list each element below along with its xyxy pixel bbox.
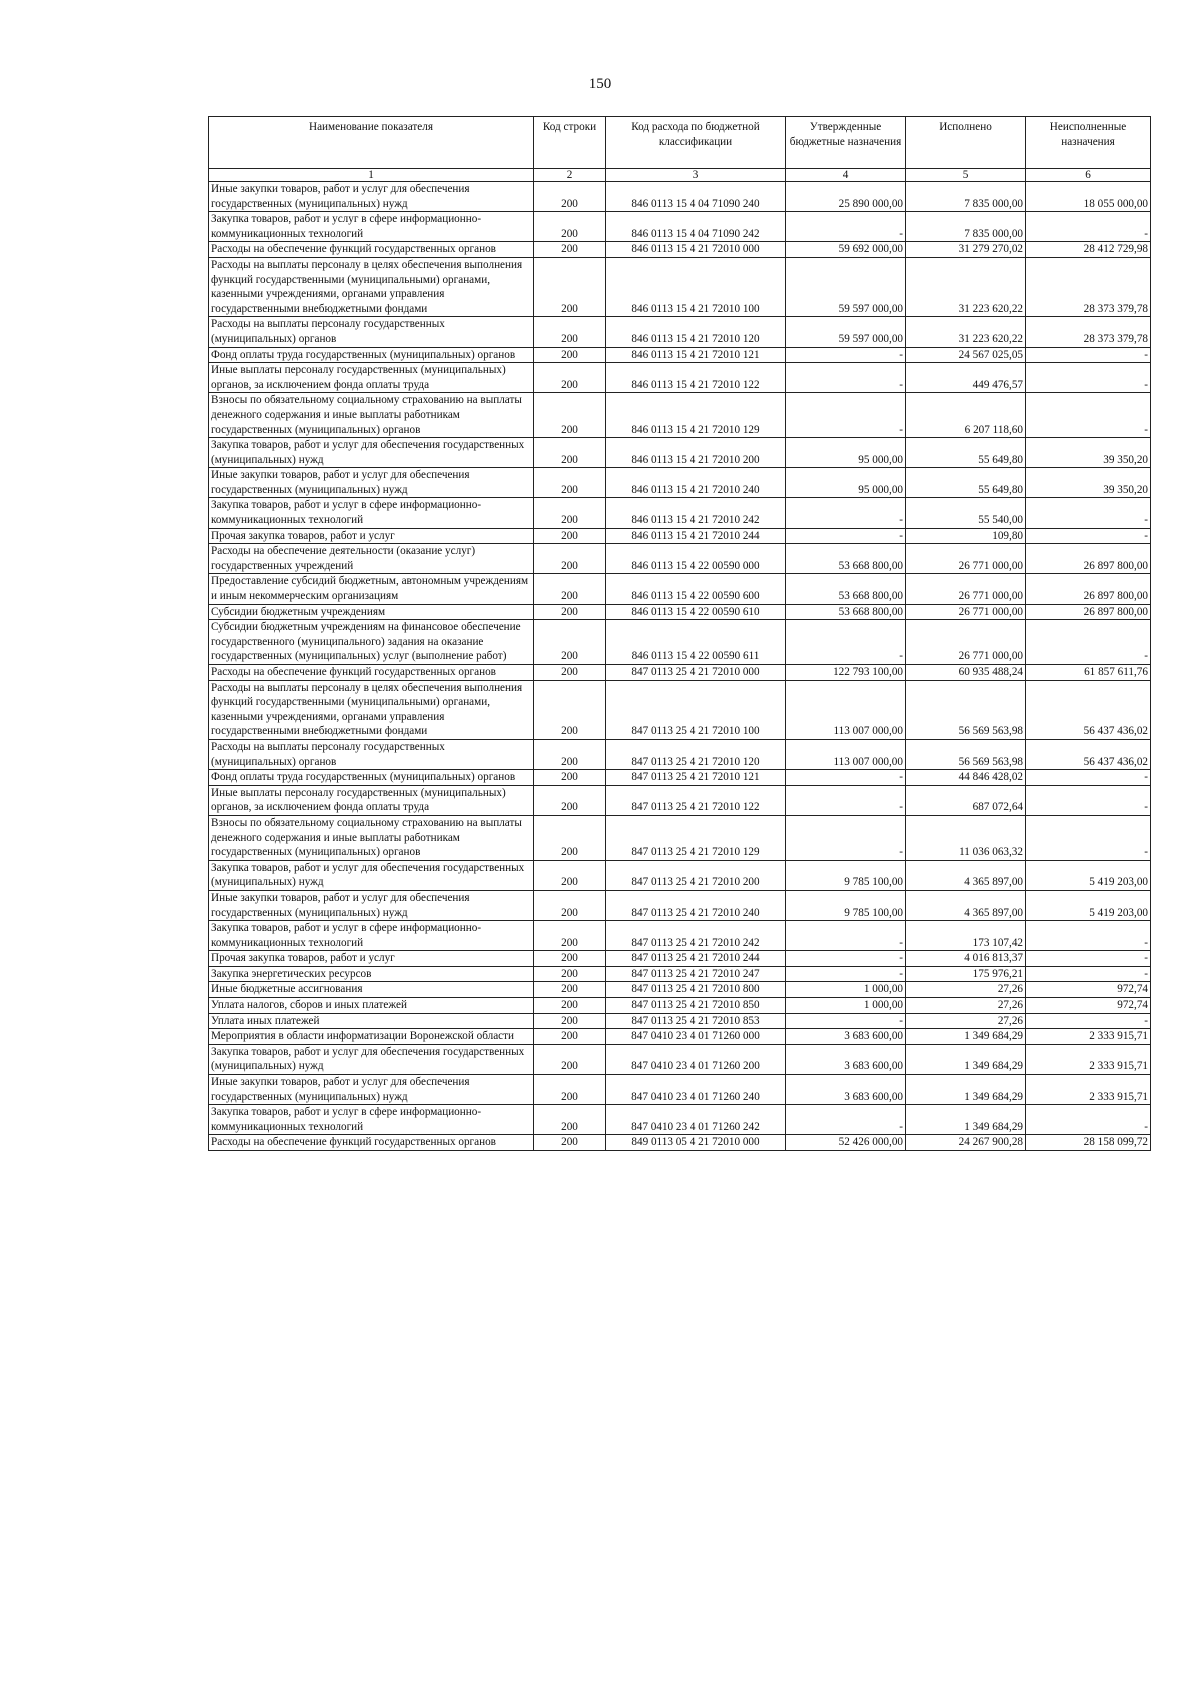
row-approved-amount: - — [786, 363, 906, 393]
row-budget-code: 847 0113 25 4 21 72010 120 — [606, 739, 786, 769]
row-name: Уплата иных платежей — [209, 1013, 534, 1029]
row-budget-code: 847 0113 25 4 21 72010 242 — [606, 921, 786, 951]
table-row — [209, 317, 1151, 347]
row-budget-code: 847 0113 25 4 21 72010 240 — [606, 890, 786, 920]
table-row — [209, 1044, 1151, 1074]
table-row — [209, 363, 1151, 393]
row-approved-amount: - — [786, 785, 906, 815]
row-budget-code: 847 0113 25 4 21 72010 853 — [606, 1013, 786, 1029]
column-header-executed: Исполнено — [906, 117, 1026, 169]
row-executed-amount: 24 567 025,05 — [906, 347, 1026, 363]
table-row — [209, 1013, 1151, 1029]
row-name: Расходы на выплаты персоналу государственных (муниципальных) органов — [209, 317, 534, 347]
row-unexecuted-amount: 61 857 611,76 — [1026, 665, 1151, 681]
row-approved-amount: - — [786, 1105, 906, 1135]
row-unexecuted-amount: - — [1026, 528, 1151, 544]
table-row — [209, 998, 1151, 1014]
table-row — [209, 1135, 1151, 1151]
row-approved-amount: 59 597 000,00 — [786, 317, 906, 347]
row-line-code: 200 — [534, 921, 606, 951]
row-unexecuted-amount: 2 333 915,71 — [1026, 1075, 1151, 1105]
row-approved-amount: - — [786, 347, 906, 363]
row-executed-amount: 27,26 — [906, 998, 1026, 1014]
row-budget-code: 847 0410 23 4 01 71260 240 — [606, 1075, 786, 1105]
budget-execution-table — [208, 116, 1151, 1151]
row-budget-code: 846 0113 15 4 21 72010 242 — [606, 498, 786, 528]
table-row — [209, 785, 1151, 815]
row-unexecuted-amount: 26 897 800,00 — [1026, 574, 1151, 604]
row-name: Мероприятия в области информатизации Воронежской области — [209, 1029, 534, 1045]
row-unexecuted-amount: - — [1026, 785, 1151, 815]
row-budget-code: 846 0113 15 4 21 72010 200 — [606, 438, 786, 468]
row-approved-amount: - — [786, 921, 906, 951]
row-executed-amount: 55 649,80 — [906, 438, 1026, 468]
row-budget-code: 847 0113 25 4 21 72010 247 — [606, 966, 786, 982]
row-budget-code: 846 0113 15 4 04 71090 242 — [606, 212, 786, 242]
row-budget-code: 847 0113 25 4 21 72010 129 — [606, 815, 786, 860]
row-executed-amount: 55 540,00 — [906, 498, 1026, 528]
row-budget-code: 846 0113 15 4 21 72010 000 — [606, 242, 786, 258]
row-budget-code: 847 0113 25 4 21 72010 800 — [606, 982, 786, 998]
table-row — [209, 438, 1151, 468]
row-approved-amount: - — [786, 966, 906, 982]
row-unexecuted-amount: - — [1026, 1013, 1151, 1029]
row-line-code: 200 — [534, 182, 606, 212]
row-executed-amount: 173 107,42 — [906, 921, 1026, 951]
row-unexecuted-amount: 56 437 436,02 — [1026, 680, 1151, 739]
row-budget-code: 847 0113 25 4 21 72010 200 — [606, 860, 786, 890]
row-approved-amount: 95 000,00 — [786, 438, 906, 468]
row-line-code: 200 — [534, 739, 606, 769]
row-unexecuted-amount: - — [1026, 620, 1151, 665]
row-name: Расходы на обеспечение функций государственных органов — [209, 242, 534, 258]
row-unexecuted-amount: 18 055 000,00 — [1026, 182, 1151, 212]
row-name: Закупка товаров, работ и услуг для обеспечения государственных (муниципальных) нужд — [209, 860, 534, 890]
row-executed-amount: 1 349 684,29 — [906, 1044, 1026, 1074]
row-approved-amount: - — [786, 770, 906, 786]
row-budget-code: 847 0113 25 4 21 72010 000 — [606, 665, 786, 681]
table-row — [209, 1075, 1151, 1105]
column-header-unexecuted: Неисполненные назначения — [1026, 117, 1151, 169]
row-approved-amount: 53 668 800,00 — [786, 604, 906, 620]
row-executed-amount: 1 349 684,29 — [906, 1029, 1026, 1045]
table-row — [209, 680, 1151, 739]
table-row — [209, 665, 1151, 681]
row-unexecuted-amount: 56 437 436,02 — [1026, 739, 1151, 769]
row-unexecuted-amount: 28 373 379,78 — [1026, 257, 1151, 316]
row-line-code: 200 — [534, 1135, 606, 1151]
row-unexecuted-amount: - — [1026, 951, 1151, 967]
table-row — [209, 604, 1151, 620]
row-line-code: 200 — [534, 1013, 606, 1029]
row-approved-amount: - — [786, 498, 906, 528]
row-budget-code: 846 0113 15 4 22 00590 600 — [606, 574, 786, 604]
row-budget-code: 846 0113 15 4 22 00590 610 — [606, 604, 786, 620]
row-line-code: 200 — [534, 212, 606, 242]
row-line-code: 200 — [534, 1105, 606, 1135]
row-unexecuted-amount: - — [1026, 966, 1151, 982]
row-unexecuted-amount: 28 412 729,98 — [1026, 242, 1151, 258]
row-name: Закупка товаров, работ и услуг для обеспечения государственных (муниципальных) нужд — [209, 1044, 534, 1074]
row-name: Фонд оплаты труда государственных (муниципальных) органов — [209, 347, 534, 363]
row-budget-code: 847 0113 25 4 21 72010 122 — [606, 785, 786, 815]
row-name: Уплата налогов, сборов и иных платежей — [209, 998, 534, 1014]
row-line-code: 200 — [534, 242, 606, 258]
row-approved-amount: - — [786, 951, 906, 967]
row-name: Расходы на обеспечение деятельности (оказание услуг) государственных учреждений — [209, 544, 534, 574]
row-approved-amount: - — [786, 393, 906, 438]
table-row — [209, 739, 1151, 769]
row-approved-amount: 53 668 800,00 — [786, 574, 906, 604]
table-row — [209, 498, 1151, 528]
row-line-code: 200 — [534, 998, 606, 1014]
row-approved-amount: 1 000,00 — [786, 998, 906, 1014]
row-unexecuted-amount: 26 897 800,00 — [1026, 604, 1151, 620]
row-executed-amount: 26 771 000,00 — [906, 620, 1026, 665]
row-line-code: 200 — [534, 770, 606, 786]
row-line-code: 200 — [534, 815, 606, 860]
row-name: Прочая закупка товаров, работ и услуг — [209, 951, 534, 967]
column-number: 2 — [534, 169, 606, 182]
row-unexecuted-amount: - — [1026, 815, 1151, 860]
row-approved-amount: 25 890 000,00 — [786, 182, 906, 212]
row-line-code: 200 — [534, 468, 606, 498]
table-row — [209, 620, 1151, 665]
row-executed-amount: 31 279 270,02 — [906, 242, 1026, 258]
row-unexecuted-amount: 28 373 379,78 — [1026, 317, 1151, 347]
row-unexecuted-amount: 2 333 915,71 — [1026, 1029, 1151, 1045]
row-executed-amount: 26 771 000,00 — [906, 574, 1026, 604]
row-name: Закупка товаров, работ и услуг в сфере информационно-коммуникационных технологий — [209, 212, 534, 242]
row-name: Закупка энергетических ресурсов — [209, 966, 534, 982]
row-budget-code: 846 0113 15 4 21 72010 100 — [606, 257, 786, 316]
row-name: Закупка товаров, работ и услуг для обеспечения государственных (муниципальных) нужд — [209, 438, 534, 468]
row-approved-amount: - — [786, 212, 906, 242]
column-header-approved: Утвержденные бюджетные назначения — [786, 117, 906, 169]
row-executed-amount: 56 569 563,98 — [906, 680, 1026, 739]
row-name: Иные закупки товаров, работ и услуг для обеспечения государственных (муниципальных) нужд — [209, 182, 534, 212]
row-name: Фонд оплаты труда государственных (муниципальных) органов — [209, 770, 534, 786]
row-approved-amount: 59 597 000,00 — [786, 257, 906, 316]
table-row — [209, 770, 1151, 786]
row-line-code: 200 — [534, 393, 606, 438]
row-executed-amount: 55 649,80 — [906, 468, 1026, 498]
row-budget-code: 846 0113 15 4 22 00590 000 — [606, 544, 786, 574]
row-name: Взносы по обязательному социальному страхованию на выплаты денежного содержания и иные выплаты работникам государственных (муниципальных) органов — [209, 393, 534, 438]
row-line-code: 200 — [534, 1029, 606, 1045]
row-approved-amount: 3 683 600,00 — [786, 1029, 906, 1045]
row-executed-amount: 7 835 000,00 — [906, 212, 1026, 242]
table-row — [209, 393, 1151, 438]
row-name: Расходы на выплаты персоналу в целях обеспечения выполнения функций государственными (муниципальными) органами, казенными учреждениями, органами управления государственными внебюджетными фондами — [209, 257, 534, 316]
row-approved-amount: 9 785 100,00 — [786, 890, 906, 920]
row-line-code: 200 — [534, 1075, 606, 1105]
row-approved-amount: - — [786, 1013, 906, 1029]
table-row — [209, 257, 1151, 316]
row-line-code: 200 — [534, 604, 606, 620]
row-line-code: 200 — [534, 528, 606, 544]
row-line-code: 200 — [534, 257, 606, 316]
row-unexecuted-amount: 972,74 — [1026, 998, 1151, 1014]
table-row — [209, 528, 1151, 544]
row-budget-code: 849 0113 05 4 21 72010 000 — [606, 1135, 786, 1151]
column-number: 1 — [209, 169, 534, 182]
row-line-code: 200 — [534, 574, 606, 604]
row-budget-code: 846 0113 15 4 22 00590 611 — [606, 620, 786, 665]
row-line-code: 200 — [534, 363, 606, 393]
row-executed-amount: 31 223 620,22 — [906, 317, 1026, 347]
row-unexecuted-amount: 5 419 203,00 — [1026, 860, 1151, 890]
row-unexecuted-amount: - — [1026, 921, 1151, 951]
row-unexecuted-amount: - — [1026, 498, 1151, 528]
row-unexecuted-amount: 2 333 915,71 — [1026, 1044, 1151, 1074]
row-executed-amount: 109,80 — [906, 528, 1026, 544]
row-name: Расходы на выплаты персоналу в целях обеспечения выполнения функций государственными (муниципальными) органами, казенными учреждениями, органами управления государственными внебюджетными фондами — [209, 680, 534, 739]
row-approved-amount: 3 683 600,00 — [786, 1044, 906, 1074]
row-unexecuted-amount: 5 419 203,00 — [1026, 890, 1151, 920]
column-numbers-row — [209, 169, 1151, 182]
row-executed-amount: 44 846 428,02 — [906, 770, 1026, 786]
column-header-line-code: Код строки — [534, 117, 606, 169]
table-row — [209, 242, 1151, 258]
row-name: Расходы на выплаты персоналу государственных (муниципальных) органов — [209, 739, 534, 769]
row-budget-code: 846 0113 15 4 21 72010 121 — [606, 347, 786, 363]
row-budget-code: 846 0113 15 4 04 71090 240 — [606, 182, 786, 212]
row-budget-code: 847 0113 25 4 21 72010 100 — [606, 680, 786, 739]
row-line-code: 200 — [534, 317, 606, 347]
row-budget-code: 846 0113 15 4 21 72010 129 — [606, 393, 786, 438]
row-unexecuted-amount: 28 158 099,72 — [1026, 1135, 1151, 1151]
row-name: Закупка товаров, работ и услуг в сфере информационно-коммуникационных технологий — [209, 921, 534, 951]
row-executed-amount: 26 771 000,00 — [906, 544, 1026, 574]
row-line-code: 200 — [534, 951, 606, 967]
row-line-code: 200 — [534, 665, 606, 681]
row-name: Иные выплаты персоналу государственных (муниципальных) органов, за исключением фонда оплаты труда — [209, 785, 534, 815]
row-unexecuted-amount: - — [1026, 347, 1151, 363]
row-budget-code: 846 0113 15 4 21 72010 240 — [606, 468, 786, 498]
row-approved-amount: 113 007 000,00 — [786, 680, 906, 739]
row-executed-amount: 4 365 897,00 — [906, 860, 1026, 890]
row-budget-code: 847 0113 25 4 21 72010 850 — [606, 998, 786, 1014]
row-budget-code: 847 0410 23 4 01 71260 000 — [606, 1029, 786, 1045]
table-row — [209, 1105, 1151, 1135]
row-name: Субсидии бюджетным учреждениям на финансовое обеспечение государственного (муниципального) задания на оказание государственных (муниципальных) услуг (выполнение работ) — [209, 620, 534, 665]
row-executed-amount: 27,26 — [906, 982, 1026, 998]
table-row — [209, 544, 1151, 574]
table-row — [209, 182, 1151, 212]
row-line-code: 200 — [534, 544, 606, 574]
page-number: 150 — [588, 76, 612, 92]
row-approved-amount: 53 668 800,00 — [786, 544, 906, 574]
row-line-code: 200 — [534, 680, 606, 739]
row-unexecuted-amount: 972,74 — [1026, 982, 1151, 998]
row-executed-amount: 24 267 900,28 — [906, 1135, 1026, 1151]
row-unexecuted-amount: - — [1026, 393, 1151, 438]
row-executed-amount: 27,26 — [906, 1013, 1026, 1029]
row-executed-amount: 4 016 813,37 — [906, 951, 1026, 967]
row-unexecuted-amount: - — [1026, 1105, 1151, 1135]
row-budget-code: 847 0410 23 4 01 71260 242 — [606, 1105, 786, 1135]
row-executed-amount: 1 349 684,29 — [906, 1105, 1026, 1135]
table-row — [209, 860, 1151, 890]
row-budget-code: 847 0410 23 4 01 71260 200 — [606, 1044, 786, 1074]
table-header-row — [209, 117, 1151, 169]
row-line-code: 200 — [534, 438, 606, 468]
row-executed-amount: 4 365 897,00 — [906, 890, 1026, 920]
row-name: Взносы по обязательному социальному страхованию на выплаты денежного содержания и иные выплаты работникам государственных (муниципальных) органов — [209, 815, 534, 860]
table-row — [209, 921, 1151, 951]
row-line-code: 200 — [534, 982, 606, 998]
row-unexecuted-amount: 39 350,20 — [1026, 438, 1151, 468]
column-number: 5 — [906, 169, 1026, 182]
row-unexecuted-amount: 39 350,20 — [1026, 468, 1151, 498]
row-approved-amount: 3 683 600,00 — [786, 1075, 906, 1105]
row-line-code: 200 — [534, 498, 606, 528]
row-approved-amount: 52 426 000,00 — [786, 1135, 906, 1151]
row-name: Иные закупки товаров, работ и услуг для обеспечения государственных (муниципальных) нужд — [209, 468, 534, 498]
row-approved-amount: 122 793 100,00 — [786, 665, 906, 681]
row-line-code: 200 — [534, 1044, 606, 1074]
row-executed-amount: 11 036 063,32 — [906, 815, 1026, 860]
column-header-budget-code: Код расхода по бюджетной классификации — [606, 117, 786, 169]
row-line-code: 200 — [534, 890, 606, 920]
table-row — [209, 982, 1151, 998]
row-unexecuted-amount: - — [1026, 770, 1151, 786]
row-approved-amount: 113 007 000,00 — [786, 739, 906, 769]
table-row — [209, 815, 1151, 860]
table-row — [209, 347, 1151, 363]
row-line-code: 200 — [534, 620, 606, 665]
row-executed-amount: 449 476,57 — [906, 363, 1026, 393]
row-line-code: 200 — [534, 966, 606, 982]
table-row — [209, 212, 1151, 242]
table-row — [209, 1029, 1151, 1045]
column-number: 6 — [1026, 169, 1151, 182]
row-approved-amount: 59 692 000,00 — [786, 242, 906, 258]
row-line-code: 200 — [534, 785, 606, 815]
row-name: Субсидии бюджетным учреждениям — [209, 604, 534, 620]
row-name: Прочая закупка товаров, работ и услуг — [209, 528, 534, 544]
row-name: Расходы на обеспечение функций государственных органов — [209, 1135, 534, 1151]
row-name: Иные бюджетные ассигнования — [209, 982, 534, 998]
column-number: 4 — [786, 169, 906, 182]
column-number: 3 — [606, 169, 786, 182]
row-executed-amount: 26 771 000,00 — [906, 604, 1026, 620]
row-name: Закупка товаров, работ и услуг в сфере информационно-коммуникационных технологий — [209, 498, 534, 528]
table-row — [209, 468, 1151, 498]
row-approved-amount: 9 785 100,00 — [786, 860, 906, 890]
row-budget-code: 846 0113 15 4 21 72010 244 — [606, 528, 786, 544]
row-name: Иные закупки товаров, работ и услуг для обеспечения государственных (муниципальных) нужд — [209, 890, 534, 920]
row-name: Иные закупки товаров, работ и услуг для обеспечения государственных (муниципальных) нужд — [209, 1075, 534, 1105]
table-row — [209, 951, 1151, 967]
row-name: Иные выплаты персоналу государственных (муниципальных) органов, за исключением фонда оплаты труда — [209, 363, 534, 393]
row-executed-amount: 60 935 488,24 — [906, 665, 1026, 681]
row-budget-code: 847 0113 25 4 21 72010 244 — [606, 951, 786, 967]
row-approved-amount: - — [786, 528, 906, 544]
row-executed-amount: 175 976,21 — [906, 966, 1026, 982]
row-executed-amount: 6 207 118,60 — [906, 393, 1026, 438]
row-executed-amount: 1 349 684,29 — [906, 1075, 1026, 1105]
table-row — [209, 574, 1151, 604]
row-approved-amount: - — [786, 815, 906, 860]
row-approved-amount: 95 000,00 — [786, 468, 906, 498]
row-executed-amount: 56 569 563,98 — [906, 739, 1026, 769]
row-budget-code: 846 0113 15 4 21 72010 122 — [606, 363, 786, 393]
row-name: Предоставление субсидий бюджетным, автономным учреждениям и иным некоммерческим организациям — [209, 574, 534, 604]
row-executed-amount: 7 835 000,00 — [906, 182, 1026, 212]
row-executed-amount: 31 223 620,22 — [906, 257, 1026, 316]
row-line-code: 200 — [534, 347, 606, 363]
row-approved-amount: 1 000,00 — [786, 982, 906, 998]
row-line-code: 200 — [534, 860, 606, 890]
row-approved-amount: - — [786, 620, 906, 665]
row-name: Закупка товаров, работ и услуг в сфере информационно-коммуникационных технологий — [209, 1105, 534, 1135]
row-unexecuted-amount: 26 897 800,00 — [1026, 544, 1151, 574]
row-budget-code: 847 0113 25 4 21 72010 121 — [606, 770, 786, 786]
row-unexecuted-amount: - — [1026, 363, 1151, 393]
table-row — [209, 890, 1151, 920]
column-header-name: Наименование показателя — [209, 117, 534, 169]
row-executed-amount: 687 072,64 — [906, 785, 1026, 815]
row-budget-code: 846 0113 15 4 21 72010 120 — [606, 317, 786, 347]
row-name: Расходы на обеспечение функций государственных органов — [209, 665, 534, 681]
row-unexecuted-amount: - — [1026, 212, 1151, 242]
table-row — [209, 966, 1151, 982]
